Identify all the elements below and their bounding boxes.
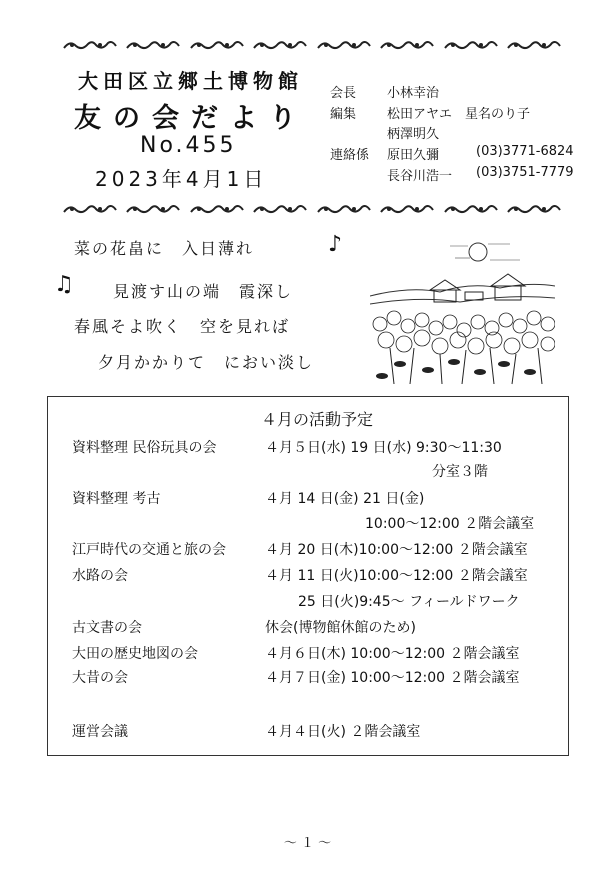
chair-label: 会長 [330,86,357,101]
issue-date: 2023年4月1日 [95,167,268,191]
chair-name: 小林幸治 [387,86,440,101]
schedule-activity: 大田の歴史地図の会 [72,646,198,662]
schedule-title: ４月の活動予定 [261,410,374,429]
schedule-detail: 分室３階 [432,464,488,480]
contact-label: 連絡係 [330,148,370,163]
contact-phone: (03)3771-6824 [476,144,574,159]
music-notes-icon: ♫ [54,272,74,297]
schedule-detail: ４月 11 日(火)10:00～12:00 ２階会議室 [265,568,528,584]
schedule-activity: 資料整理 民俗玩具の会 [72,440,217,456]
schedule-detail: ４月５日(水) 19 日(水) 9:30～11:30 [265,440,502,456]
schedule-detail: ４月４日(火) ２階会議室 [265,724,421,740]
decorative-border-middle [62,202,562,216]
editor-names-2: 柄澤明久 [387,127,440,142]
poem-line: 夕月かかりて におい淡し [98,353,315,372]
schedule-detail: ４月 14 日(金) 21 日(金) [265,491,425,507]
editor-label: 編集 [330,107,357,122]
decorative-border-top [62,38,562,52]
contact-name: 原田久彌 [387,148,440,163]
schedule-detail: ４月７日(金) 10:00～12:00 ２階会議室 [265,670,520,686]
contact-name: 長谷川浩一 [387,169,453,184]
org-name: 大田区立郷土博物館 [78,69,303,93]
contact-phone: (03)3751-7779 [476,165,574,180]
issue-number: No.455 [140,133,237,158]
schedule-activity: 資料整理 考古 [72,491,161,507]
page-number: ～ １ ～ [283,836,332,851]
schedule-detail: 25 日(火)9:45～ フィールドワーク [298,594,520,610]
poem-line: 菜の花畠に 入日薄れ [74,239,255,258]
music-note-icon: ♪ [328,232,343,257]
schedule-activity: 大昔の会 [72,670,128,686]
schedule-detail: 休会(博物館休館のため) [265,620,416,636]
editor-names: 松田アヤエ 星名のり子 [387,107,531,122]
newsletter-title: 友の会だより [74,103,308,134]
schedule-detail: 10:00～12:00 ２階会議室 [365,516,535,532]
schedule-activity: 水路の会 [72,568,128,584]
rapeseed-field-illustration [370,236,555,386]
schedule-activity: 運営会議 [72,724,128,740]
schedule-activity: 江戸時代の交通と旅の会 [72,542,226,558]
schedule-activity: 古文書の会 [72,620,142,636]
schedule-detail: ４月６日(木) 10:00～12:00 ２階会議室 [265,646,520,662]
schedule-detail: ４月 20 日(木)10:00～12:00 ２階会議室 [265,542,528,558]
poem-line: 見渡す山の端 霞深し [113,282,294,301]
schedule-box [47,396,569,756]
poem-line: 春風そよ吹く 空を見れば [74,317,291,336]
